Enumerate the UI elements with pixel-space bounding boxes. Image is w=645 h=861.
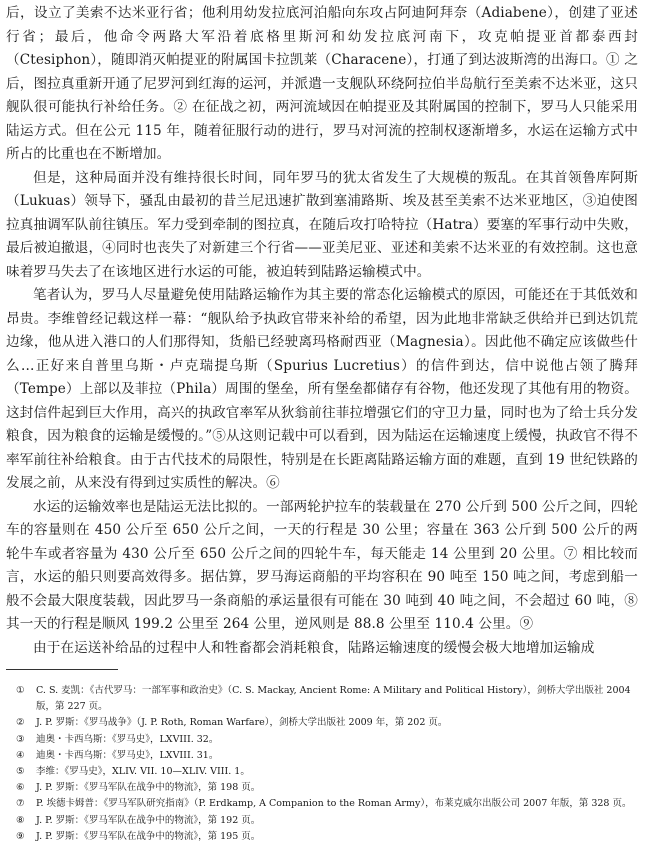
footnote-mark: ⑤ bbox=[16, 766, 25, 778]
footnote-mark: ③ bbox=[16, 733, 25, 745]
footnote-text: J. P. 罗斯：《罗马军队在战争中的物流》，第 192 页。 bbox=[36, 814, 261, 826]
footnote-text: P. 埃德卡姆普：《罗马军队研究指南》（P. Erdkamp, A Companion to the Roman Army），布莱克威尔出版公司 2007 年版，第 328 页。 bbox=[36, 798, 632, 810]
paragraph-3: 笔者认为，罗马人尽量避免使用陆路运输作为其主要的常态化运输模式的原因，可能还在于其低效和昂贵。李维曾经记载这样一幕：“舰队给予执政官带来补给的希望，因为此地非常缺乏供给并已到达饥荒边缘，他从进入港口的人们那得知，货船已经驶离玛格耐西亚（Magnesia）。因此他不确定应该做些什么…正好来自普里乌斯・卢克瑞提乌斯（Spurius Lucretius）的信件到达，信中说他占领了腾拜（Tempe）上部以及菲拉（Phila）周围的堡垒，所有堡垒都储存有谷物，他还发现了其他有用的物资。这封信件起到巨大作用，高兴的执政官率军从狄翁前往菲拉增强它们的守卫力量，同时也为了给士兵分发粮食，因为粮食的运输是缓慢的。”⑤从这则记载中可以看到，因为陆运在运输速度上缓慢，执政官不得不率军前往补给粮食。由于古代技术的局限性，特别是在长距离陆路运输方面的难题，直到 19 世纪铁路的发展之前，从来没有得到过实质性的解决。⑥ bbox=[6, 287, 638, 491]
footnote bbox=[16, 715, 636, 731]
footnote-mark: ⑦ bbox=[16, 798, 25, 810]
footnote bbox=[16, 764, 636, 780]
footnote bbox=[16, 732, 636, 748]
footnote bbox=[16, 796, 636, 812]
paragraph-2: 但是，这种局面并没有维持很长时间，同年罗马的犹太省发生了大规模的叛乱。在其首领鲁库阿斯（Lukuas）领导下，骚乱由最初的昔兰尼迅速扩散到塞浦路斯、埃及甚至美索不达米亚地区，③迫使图拉真抽调军队前往镇压。军力受到牵制的图拉真，在随后攻打哈特拉（Hatra）要塞的军事行动中失败，最后被迫撤退，④同时也丧失了对新建三个行省——亚美尼亚、亚述和美索不达米亚的有效控制。这也意味着罗马失去了在该地区进行水运的可能，被迫转到陆路运输模式中。 bbox=[6, 169, 638, 280]
footnote-mark: ② bbox=[16, 717, 25, 729]
footnote-text: 迪奥・卡西乌斯：《罗马史》，LXVIII. 32。 bbox=[36, 733, 219, 745]
footnote-mark: ① bbox=[16, 685, 25, 696]
footnote bbox=[16, 780, 636, 796]
footnote-text: C. S. 麦凯：《古代罗马：一部军事和政治史》（C. S. Mackay, Ancient Rome: A Military and Political History），剑桥大学出版社 2004 版，第 227 页。 bbox=[36, 685, 631, 713]
footnote-text: 李维：《罗马史》，XLIV. VII. 10—XLIV. VIII. 1。 bbox=[36, 766, 250, 778]
body-text bbox=[6, 2, 638, 660]
footnote-text: J. P. 罗斯：《罗马军队在战争中的物流》，第 198 页。 bbox=[36, 782, 261, 794]
footnote bbox=[16, 813, 636, 829]
footnote-text: J. P. 罗斯：《罗马战争》（J. P. Roth, Roman Warfare），剑桥大学出版社 2009 年，第 202 页。 bbox=[36, 717, 448, 729]
footnote bbox=[16, 683, 636, 715]
paragraph-4: 水运的运输效率也是陆运无法比拟的。一部两轮护拉车的装载量在 270 公斤到 500 公斤之间，四轮车的容量则在 450 公斤至 650 公斤之间，一天的行程是 30 公里；容量在 363 公斤到 500 公斤的两轮牛车或者容量为 430 公斤至 650 公斤之间的四轮牛车，每天能走 14 公里到 20 公里。⑦ 相比较而言，水运的船只则要高效得多。据估算，罗马海运商船的平均容积在 90 吨至 150 吨之间，考虑到船一般不会最大限度装载，因此罗马一条商船的承运量很有可能在 30 吨到 40 吨之间，不会超过 60 吨，⑧其一天的行程是顺风 199.2 公里至 264 公里，逆风则是 88.8 公里至 110.4 公里。⑨ bbox=[6, 498, 638, 632]
paragraph-1: 后，设立了美索不达米亚行省；他利用幼发拉底河泊船向东攻占阿迪阿拜奈（Adiabene），创建了亚述行省；最后，他命令两路大军沿着底格里斯河和幼发拉底河南下，攻克帕提亚首都泰西封（Ctesiphon），随即消灭帕提亚的附属国卡拉凯莱（Characene），打通了到达波斯湾的出海口。① 之后，图拉真重新开通了尼罗河到红海的运河，并派遣一支舰队环绕阿拉伯半岛航行至美索不达米亚，这只舰队很可能执行补给任务。② 在征战之初，两河流域因在帕提亚及其附属国的控制下，罗马人只能采用陆运方式。但在公元 115 年，随着征服行动的进行，罗马对河流的控制权逐渐增多，水运在运输方式中所占的比重也在不断增加。 bbox=[6, 5, 638, 162]
footnote-mark: ⑥ bbox=[16, 782, 25, 794]
footnote-mark: ④ bbox=[16, 749, 25, 761]
footnote-mark: ⑧ bbox=[16, 814, 25, 826]
footnote bbox=[16, 829, 636, 845]
footnote-mark: ⑨ bbox=[16, 830, 25, 842]
footnote-text: 迪奥・卡西乌斯：《罗马史》，LXVIII. 31。 bbox=[36, 749, 219, 761]
footnote bbox=[16, 748, 636, 764]
footnote-divider bbox=[6, 669, 118, 670]
footnotes bbox=[16, 683, 636, 845]
paragraph-5: 由于在运送补给品的过程中人和牲畜都会消耗粮食，陆路运输速度的缓慢会极大地增加运输成 bbox=[33, 639, 595, 656]
footnote-text: J. P. 罗斯：《罗马军队在战争中的物流》，第 195 页。 bbox=[36, 830, 261, 842]
